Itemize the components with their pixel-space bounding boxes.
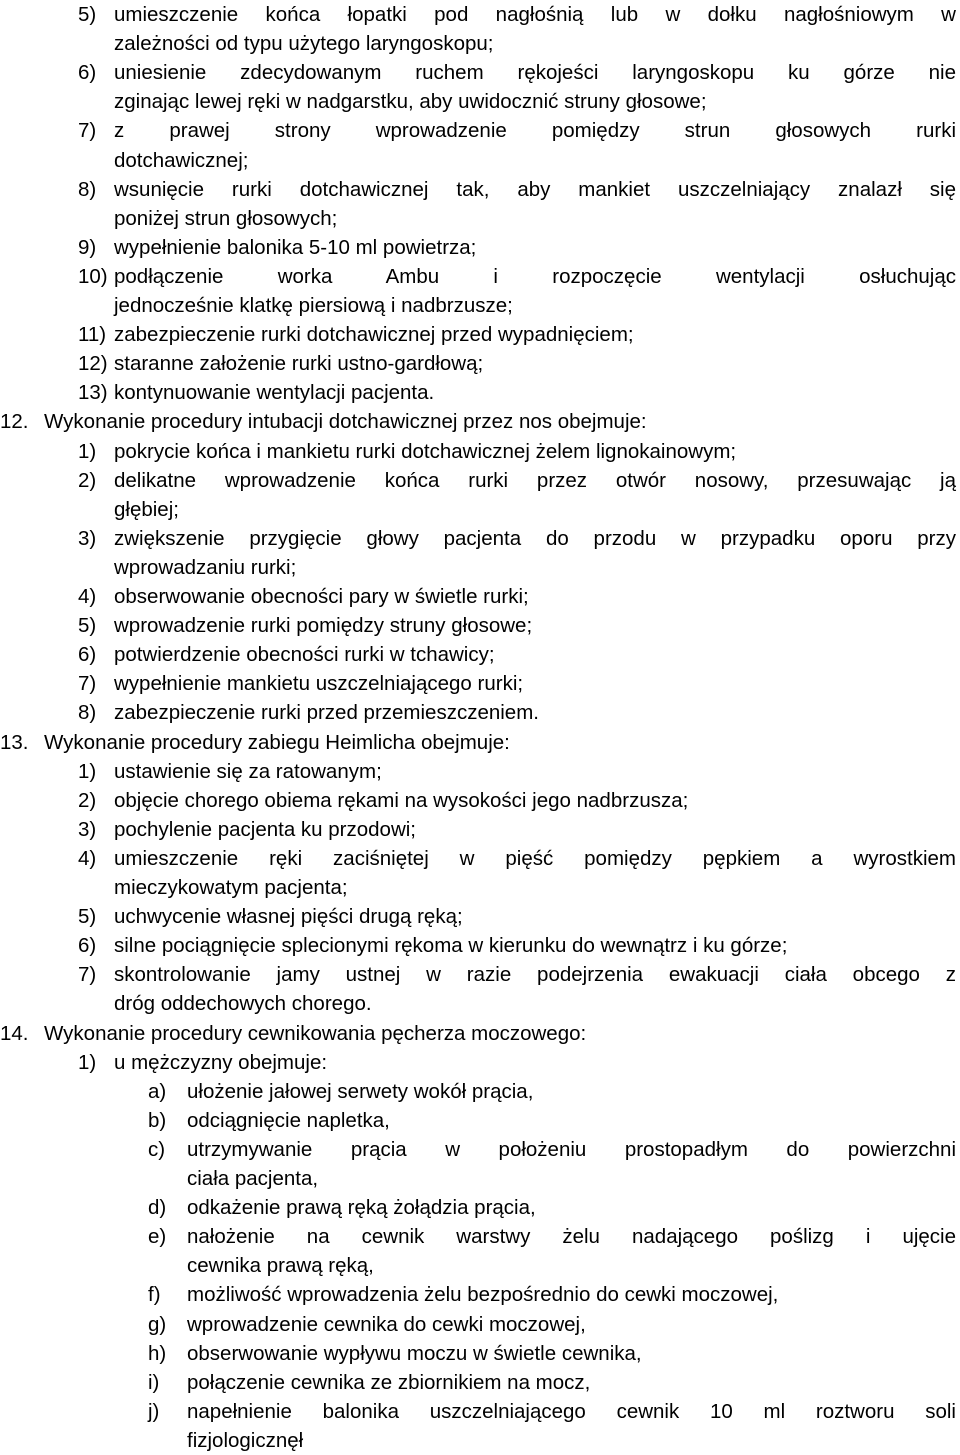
list-number: 11): [78, 323, 107, 347]
list-number: 12.: [0, 410, 29, 434]
list-item-text: Wykonanie procedury cewnikowania pęcherza moczowego:: [44, 1021, 587, 1045]
list-number: 6): [78, 61, 97, 85]
list-item-text: wsunięcie rurki dotchawicznej tak, aby mankiet uszczelniający znalazł się: [114, 177, 956, 201]
list-item-text: umieszczenie końca łopatki pod nagłośnią lub w dołku nagłośniowym w: [114, 3, 956, 26]
list-number: 1): [78, 439, 97, 463]
list-item-text: u mężczyzny obejmuje:: [114, 1050, 328, 1074]
list-number: 7): [78, 672, 97, 696]
list-item-text: cewnika prawą ręką,: [187, 1254, 374, 1278]
list-number: 1): [78, 1050, 97, 1074]
list-item-text: wypełnienie balonika 5-10 ml powietrza;: [114, 235, 477, 259]
list-item-text: staranne założenie rurki ustno-gardłową;: [114, 352, 484, 376]
list-number: 5): [78, 905, 97, 929]
list-item-text: mieczykowatym pacjenta;: [114, 876, 348, 899]
list-item-text: odkażenie prawą ręką żołądzia prącia,: [187, 1196, 536, 1220]
list-item-text: wprowadzenie cewnika do cewki moczowej,: [187, 1312, 586, 1336]
list-item-text: odciągnięcie napletka,: [187, 1108, 390, 1132]
list-item-text: podłączenie worka Ambu i rozpoczęcie wentylacji osłuchując: [114, 264, 956, 288]
list-item-text: uchwycenie własnej pięści drugą ręką;: [114, 905, 463, 929]
list-number: 7): [78, 963, 97, 987]
list-number: 7): [78, 119, 97, 143]
list-number: 13.: [0, 730, 29, 754]
list-number: 8): [78, 177, 97, 201]
list-number: 6): [78, 643, 97, 667]
list-item-text: skontrolowanie jamy ustnej w razie podejrzenia ewakuacji ciała obcego z: [114, 963, 956, 987]
list-number: 12): [78, 352, 108, 376]
list-item-text: pokrycie końca i mankietu rurki dotchawicznej żelem lignokainowym;: [114, 439, 737, 463]
list-number: 10): [78, 264, 108, 288]
list-item-text: głębiej;: [114, 497, 179, 521]
list-item-text: zwiększenie przygięcie głowy pacjenta do przodu w przypadku oporu przy: [114, 526, 956, 550]
list-item-text: obserwowanie wypływu moczu w świetle cewnika,: [187, 1341, 642, 1365]
list-item-text: dotchawicznej;: [114, 148, 249, 172]
list-item-text: z prawej strony wprowadzenie pomiędzy strun głosowych rurki: [114, 119, 956, 143]
list-item-text: jednocześnie klatkę piersiową i nadbrzusze;: [114, 294, 513, 317]
list-item-text: ułożenie jałowej serwety wokół prącia,: [187, 1079, 534, 1103]
list-item-text: dróg oddechowych chorego.: [114, 992, 372, 1016]
list-item-text: silne pociągnięcie splecionymi rękoma w kierunku do wewnątrz i ku górze;: [114, 934, 788, 958]
list-number: f): [148, 1283, 161, 1307]
list-number: 6): [78, 934, 97, 958]
list-number: g): [148, 1312, 167, 1336]
list-number: 9): [78, 235, 97, 259]
list-number: a): [148, 1079, 167, 1103]
list-number: j): [148, 1399, 160, 1423]
list-number: 2): [78, 468, 97, 492]
list-item-text: uniesienie zdecydowanym ruchem rękojeści laryngoskopu ku górze nie: [114, 61, 956, 85]
list-item-text: umieszczenie ręki zaciśniętej w pięść pomiędzy pępkiem a wyrostkiem: [114, 846, 956, 870]
list-number: 4): [78, 846, 97, 870]
list-number: 8): [78, 701, 97, 725]
list-item-text: wprowadzaniu rurki;: [114, 555, 297, 579]
list-item-text: zależności od typu użytego laryngoskopu;: [114, 32, 494, 56]
list-number: b): [148, 1108, 167, 1132]
list-item-text: zginając lewej ręki w nadgarstku, aby uwidocznić struny głosowe;: [114, 90, 707, 114]
list-number: 3): [78, 817, 97, 841]
list-number: 14.: [0, 1021, 29, 1045]
list-number: d): [148, 1196, 167, 1220]
list-item-text: zabezpieczenie rurki dotchawicznej przed wypadnięciem;: [114, 323, 634, 347]
list-number: 13): [78, 381, 108, 405]
list-number: e): [148, 1225, 167, 1249]
list-item-text: wypełnienie mankietu uszczelniającego rurki;: [114, 672, 524, 696]
list-number: i): [148, 1370, 160, 1394]
list-item-text: wprowadzenie rurki pomiędzy struny głosowe;: [114, 614, 533, 638]
list-item-text: utrzymywanie prącia w położeniu prostopadłym do powierzchni: [187, 1137, 956, 1161]
list-item-text: fizjologicznęł: [187, 1428, 304, 1452]
list-item-text: połączenie cewnika ze zbiornikiem na mocz,: [187, 1370, 591, 1394]
list-item-text: ciała pacjenta,: [187, 1167, 319, 1190]
list-number: 1): [78, 759, 97, 783]
list-item-text: pochylenie pacjenta ku przodowi;: [114, 817, 416, 841]
list-item-text: delikatne wprowadzenie końca rurki przez otwór nosowy, przesuwając ją: [114, 468, 956, 492]
list-item-text: możliwość wprowadzenia żelu bezpośrednio do cewki moczowej,: [187, 1283, 779, 1307]
list-item-text: Wykonanie procedury zabiegu Heimlicha obejmuje:: [44, 730, 510, 754]
list-item-text: objęcie chorego obiema rękami na wysokości jego nadbrzusza;: [114, 788, 689, 812]
list-item-text: potwierdzenie obecności rurki w tchawicy;: [114, 643, 495, 667]
list-number: h): [148, 1341, 167, 1365]
list-item-text: zabezpieczenie rurki przed przemieszczeniem.: [114, 701, 539, 725]
list-number: 2): [78, 788, 97, 812]
list-item-text: napełnienie balonika uszczelniającego cewnik 10 ml roztworu soli: [187, 1399, 956, 1423]
list-item-text: poniżej strun głosowych;: [114, 206, 338, 230]
list-number: c): [148, 1137, 166, 1161]
list-number: 5): [78, 3, 97, 26]
list-number: 4): [78, 585, 97, 608]
list-item-text: ustawienie się za ratowanym;: [114, 759, 382, 783]
list-number: 3): [78, 526, 97, 550]
list-item-text: Wykonanie procedury intubacji dotchawicznej przez nos obejmuje:: [44, 410, 647, 434]
list-number: 5): [78, 614, 97, 638]
list-item-text: obserwowanie obecności pary w świetle rurki;: [114, 585, 529, 608]
list-item-text: nałożenie na cewnik warstwy żelu nadającego poślizg i ujęcie: [187, 1225, 956, 1249]
list-item-text: kontynuowanie wentylacji pacjenta.: [114, 381, 435, 405]
